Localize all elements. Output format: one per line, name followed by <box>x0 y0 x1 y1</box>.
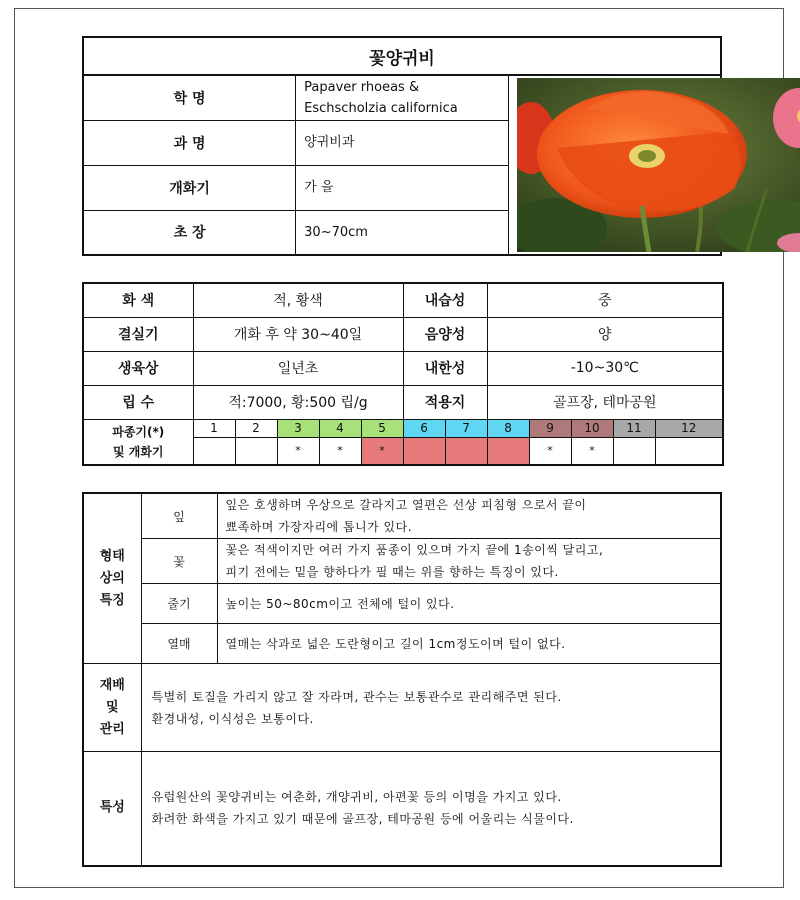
application-site-label: 적용지 <box>403 385 487 419</box>
form-label-line: 특징 <box>99 592 125 608</box>
sowing-bloom-label <box>83 419 193 465</box>
properties-table <box>82 282 724 466</box>
leaf-label: 잎 <box>141 493 217 539</box>
month-cell: 7 <box>445 419 487 437</box>
form-features-label <box>83 493 141 664</box>
trait-line: 유럽원산의 꽃양귀비는 여춘화, 개양귀비, 아편꽃 등의 이명을 가지고 있다. <box>151 790 562 805</box>
flower-color-label: 화 색 <box>83 283 193 317</box>
traits-description <box>141 752 721 866</box>
sowing-mark-cell: * <box>361 437 403 465</box>
cold-tolerance-value: -10~30℃ <box>487 351 723 385</box>
scientific-name-line1: Papaver rhoeas & <box>304 79 420 95</box>
fruit-description: 열매는 삭과로 넓은 도란형이고 길이 1cm정도이며 털이 없다. <box>217 624 721 664</box>
family-value: 양귀비과 <box>296 120 509 165</box>
sowing-mark-cell: * <box>319 437 361 465</box>
month-cell: 2 <box>235 419 277 437</box>
month-cell: 5 <box>361 419 403 437</box>
sowing-mark-cell <box>403 437 445 465</box>
month-cell: 8 <box>487 419 529 437</box>
sowing-mark-cell <box>655 437 723 465</box>
page-title: 꽃양귀비 <box>83 37 721 75</box>
scientific-name-value <box>296 75 509 120</box>
sowing-label-line2: 및 개화기 <box>112 444 164 459</box>
flower-color-value: 적, 황색 <box>193 283 403 317</box>
flower-description <box>217 539 721 584</box>
life-cycle-value: 일년초 <box>193 351 403 385</box>
scientific-name-line2: Eschscholzia californica <box>304 100 458 116</box>
plant-height-value: 30~70cm <box>296 210 509 255</box>
fruiting-period-label: 결실기 <box>83 317 193 351</box>
fruit-label: 열매 <box>141 624 217 664</box>
sowing-mark-cell <box>613 437 655 465</box>
sowing-mark-cell: * <box>529 437 571 465</box>
month-cell: 1 <box>193 419 235 437</box>
features-table <box>82 492 722 867</box>
form-label-line: 상의 <box>99 570 125 586</box>
care-label-line: 관리 <box>99 721 125 737</box>
month-cell: 4 <box>319 419 361 437</box>
life-cycle-label: 생육상 <box>83 351 193 385</box>
plant-height-label: 초 장 <box>83 210 296 255</box>
bloom-season-value: 가 을 <box>296 165 509 210</box>
cultivation-label <box>83 664 141 752</box>
month-cell: 9 <box>529 419 571 437</box>
bloom-season-label: 개화기 <box>83 165 296 210</box>
flower-line: 피기 전에는 밑을 향하다가 필 때는 위를 향하는 특징이 있다. <box>225 565 559 579</box>
form-label-line: 형태 <box>99 548 125 564</box>
family-label: 과 명 <box>83 120 296 165</box>
flower-line: 꽃은 적색이지만 여러 가지 품종이 있으며 가지 끝에 1송이씩 달리고, <box>225 543 604 557</box>
care-line: 환경내성, 이식성은 보통이다. <box>151 711 314 726</box>
cultivation-description <box>141 664 721 752</box>
flower-label: 꽃 <box>141 539 217 584</box>
fruiting-period-value: 개화 후 약 30~40일 <box>193 317 403 351</box>
sowing-mark-cell: * <box>571 437 613 465</box>
light-preference-value: 양 <box>487 317 723 351</box>
cold-tolerance-label: 내한성 <box>403 351 487 385</box>
leaf-description <box>217 493 721 539</box>
basic-info-table <box>82 36 722 256</box>
care-label-line: 및 <box>105 699 119 715</box>
stem-label: 줄기 <box>141 584 217 624</box>
month-cell: 11 <box>613 419 655 437</box>
leaf-line: 잎은 호생하며 우상으로 갈라지고 열편은 선상 피침형 으로서 끝이 <box>225 498 587 512</box>
sowing-label-line1: 파종기(*) <box>112 424 165 439</box>
poppy-photo <box>517 78 800 252</box>
humidity-tolerance-value: 중 <box>487 283 723 317</box>
month-cell: 12 <box>655 419 723 437</box>
sowing-mark-cell <box>487 437 529 465</box>
care-label-line: 재배 <box>99 677 125 693</box>
scientific-name-label: 학 명 <box>83 75 296 120</box>
photo-cell <box>508 75 721 255</box>
application-site-value: 골프장, 테마공원 <box>487 385 723 419</box>
month-cell: 10 <box>571 419 613 437</box>
sowing-mark-cell <box>193 437 235 465</box>
seed-count-value: 적:7000, 황:500 립/g <box>193 385 403 419</box>
stem-description: 높이는 50~80cm이고 전체에 털이 있다. <box>217 584 721 624</box>
seed-count-label: 립 수 <box>83 385 193 419</box>
traits-label: 특성 <box>83 752 141 866</box>
leaf-line: 뾰족하며 가장자리에 톱니가 있다. <box>225 520 413 534</box>
trait-line: 화려한 화색을 가지고 있기 때문에 골프장, 테마공원 등에 어울리는 식물이다. <box>151 812 574 827</box>
month-cell: 6 <box>403 419 445 437</box>
month-cell: 3 <box>277 419 319 437</box>
sowing-mark-cell: * <box>277 437 319 465</box>
light-preference-label: 음양성 <box>403 317 487 351</box>
humidity-tolerance-label: 내습성 <box>403 283 487 317</box>
sowing-mark-cell <box>445 437 487 465</box>
sowing-mark-cell <box>235 437 277 465</box>
care-line: 특별히 토질을 가리지 않고 잘 자라며, 관수는 보통관수로 관리해주면 된다. <box>151 689 562 704</box>
